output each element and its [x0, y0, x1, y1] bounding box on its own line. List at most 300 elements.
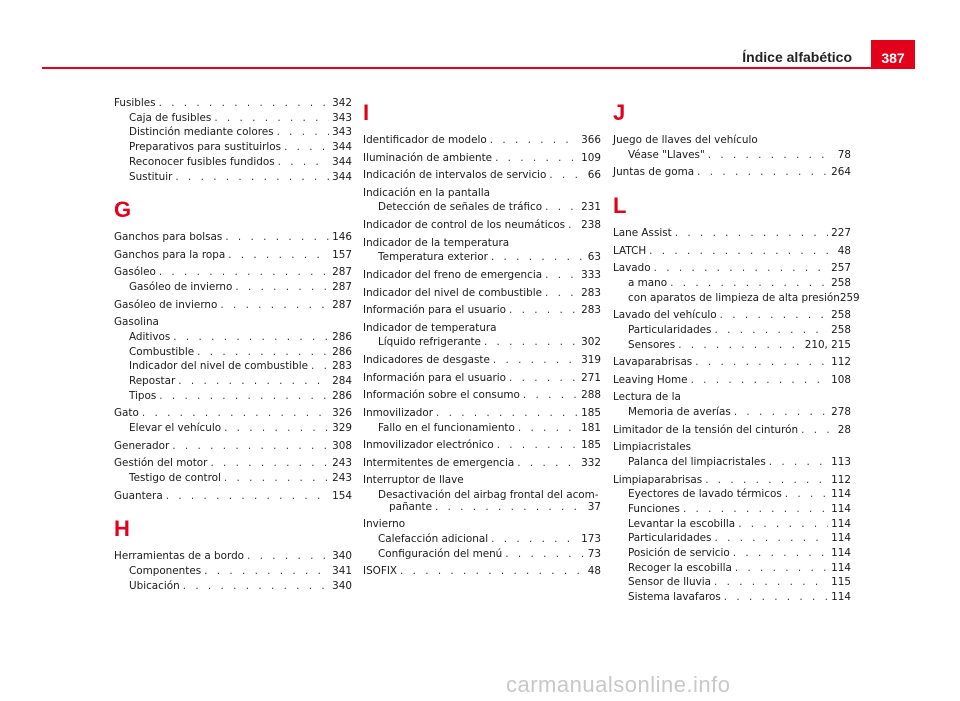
index-page-ref[interactable]: 114	[831, 561, 851, 574]
index-column-2	[363, 96, 601, 582]
index-entry-label: Lane Assist	[613, 227, 672, 239]
index-page-ref[interactable]: 308	[332, 439, 352, 452]
index-entry[interactable]	[613, 373, 851, 388]
header-rule	[42, 67, 915, 69]
index-subentry[interactable]	[613, 531, 851, 546]
index-entry-label: Calefacción adicional	[378, 533, 489, 546]
index-entry-label: Configuración del menú	[378, 547, 503, 560]
dot-leader	[235, 280, 329, 295]
dot-leader	[228, 248, 329, 263]
index-entry[interactable]	[114, 489, 352, 504]
dot-leader	[505, 547, 584, 562]
index-entry-label: Particularidades	[628, 532, 712, 545]
index-subentry[interactable]	[613, 575, 851, 590]
index-entry-label: Interruptor de llave	[363, 474, 464, 487]
dot-leader	[509, 303, 578, 318]
index-entry-label: Fallo en el funcionamiento	[378, 421, 515, 434]
index-page-ref[interactable]: 333	[581, 268, 601, 281]
index-entry[interactable]	[613, 133, 851, 148]
index-entry-label: Eyectores de lavado térmicos	[628, 488, 782, 501]
index-entry[interactable]	[363, 353, 601, 368]
index-entry-label: Identificador de modelo	[363, 134, 487, 146]
dot-leader	[708, 148, 835, 163]
index-entry[interactable]	[363, 438, 601, 453]
index-entry-label: Indicación en la pantalla	[363, 186, 491, 199]
index-page-ref[interactable]: 114	[831, 532, 851, 545]
dot-leader	[247, 549, 329, 564]
index-page-ref[interactable]: 283	[581, 304, 601, 317]
index-page-ref[interactable]: 146	[332, 231, 352, 244]
index-subentry[interactable]	[363, 250, 601, 265]
index-entry-label: Tipos	[129, 389, 157, 402]
index-entry-label: Combustible	[129, 345, 195, 358]
dot-leader	[400, 564, 585, 579]
dot-leader	[705, 473, 828, 488]
index-subentry[interactable]	[114, 170, 352, 185]
index-entry[interactable]	[363, 564, 601, 579]
dot-leader	[714, 531, 828, 546]
index-entry[interactable]	[363, 371, 601, 386]
index-entry[interactable]	[114, 230, 352, 245]
index-entry-label: Información para el usuario	[363, 371, 507, 384]
dot-leader	[166, 489, 329, 504]
index-subentry[interactable]	[114, 564, 352, 579]
index-entry-label: Desactivación del airbag frontal del acom-	[378, 489, 599, 502]
index-entry[interactable]	[363, 321, 601, 336]
index-page-ref[interactable]: 115	[831, 576, 851, 589]
index-entry[interactable]	[114, 248, 352, 263]
index-entry-label: Sustituir	[129, 170, 173, 183]
index-entry-label: Herramientas de a bordo	[114, 550, 245, 563]
index-page-ref[interactable]: 271	[581, 371, 601, 384]
index-entry[interactable]	[114, 456, 352, 471]
index-page-ref[interactable]: 114	[831, 517, 851, 530]
index-entry-label: Inmovilizador	[363, 406, 433, 419]
index-subentry[interactable]	[613, 148, 851, 163]
index-entry-label: Indicador de temperatura	[363, 321, 497, 334]
dot-leader	[278, 155, 330, 170]
index-entry[interactable]	[114, 265, 352, 280]
index-entry-label: Invierno	[363, 518, 406, 531]
index-subentry[interactable]	[613, 323, 851, 338]
index-subentry[interactable]	[613, 517, 851, 532]
dot-leader	[517, 456, 578, 471]
index-entry-label: Elevar el vehículo	[129, 422, 222, 435]
index-subentry[interactable]	[613, 405, 851, 420]
index-subentry[interactable]	[613, 338, 851, 353]
page-title: Índice alfabético	[742, 49, 852, 65]
dot-leader	[697, 165, 828, 180]
dot-leader	[545, 286, 578, 301]
index-page-ref[interactable]: 66	[587, 169, 601, 182]
index-entry-label: Testigo de control	[129, 472, 221, 484]
index-entry-label: Posición de servicio	[628, 547, 730, 560]
index-subentry[interactable]	[114, 359, 352, 374]
dot-leader	[491, 532, 578, 547]
index-letter-heading: H	[114, 516, 130, 542]
index-page-ref[interactable]: 28	[837, 423, 851, 436]
index-page-ref[interactable]: 286	[332, 345, 352, 358]
index-page-ref[interactable]: 344	[332, 155, 352, 168]
index-page-ref[interactable]: 109	[581, 151, 601, 164]
index-entry-label: Indicador de la temperatura	[363, 236, 510, 249]
index-entry-label: Indicador de control de los neumáticos	[363, 219, 566, 232]
index-entry-label: Lectura de la	[613, 391, 681, 404]
index-page-ref[interactable]: 108	[831, 373, 851, 386]
index-entry-label: Sensores	[628, 338, 676, 351]
index-entry-label: Funciones	[628, 502, 680, 515]
index-page-ref[interactable]: 302	[581, 336, 601, 349]
index-page-ref[interactable]: 326	[332, 407, 352, 420]
index-entry-label: Intermitentes de emergencia	[363, 456, 515, 469]
dot-leader	[220, 298, 329, 313]
dot-leader	[172, 439, 329, 454]
dot-leader	[678, 338, 802, 353]
index-entry-label: Componentes	[129, 565, 202, 577]
index-entry-label: Gestión del motor	[114, 457, 208, 470]
dot-leader	[720, 308, 828, 323]
index-subentry[interactable]	[613, 487, 851, 502]
index-page-ref[interactable]: 332	[581, 456, 601, 469]
index-page-ref[interactable]: 114	[831, 547, 851, 560]
dot-leader	[695, 355, 828, 370]
index-letter-heading: I	[363, 100, 370, 125]
index-page-ref[interactable]: 284	[332, 375, 352, 388]
index-entry[interactable]	[613, 440, 851, 455]
index-subentry[interactable]	[114, 140, 352, 155]
index-page-ref[interactable]: 257	[831, 262, 851, 275]
index-entry-label: Limitador de la tensión del cinturón	[613, 423, 799, 436]
index-column-1	[114, 96, 352, 596]
dot-leader	[435, 500, 585, 515]
index-page-ref[interactable]: 73	[587, 547, 601, 560]
index-entry-label: Gasolina	[114, 316, 159, 329]
index-subentry[interactable]	[613, 546, 851, 561]
index-page-ref[interactable]: 344	[332, 141, 352, 154]
dot-leader	[735, 561, 828, 576]
index-subentry[interactable]	[613, 455, 851, 470]
dot-leader	[224, 421, 329, 436]
index-page-ref[interactable]: 258	[831, 276, 851, 289]
index-subentry[interactable]	[613, 276, 851, 291]
page-number: 387	[881, 50, 905, 66]
index-page-ref[interactable]: 319	[581, 354, 601, 367]
dot-leader	[183, 579, 329, 594]
index-entry[interactable]	[363, 168, 601, 183]
index-entry-label: Indicador del nivel de combustible	[363, 286, 543, 299]
index-page-ref[interactable]: 112	[831, 356, 851, 369]
dot-leader	[436, 406, 578, 421]
dot-leader	[683, 502, 828, 517]
index-page-ref[interactable]: 114	[831, 502, 851, 515]
index-subentry[interactable]	[363, 421, 601, 436]
dot-leader	[509, 371, 578, 386]
index-page-ref[interactable]: 185	[581, 406, 601, 419]
dot-leader	[178, 374, 329, 389]
index-entry[interactable]	[613, 390, 851, 405]
dot-leader	[714, 323, 828, 338]
index-entry[interactable]	[613, 473, 851, 488]
dot-leader	[210, 456, 329, 471]
index-entry[interactable]	[613, 261, 851, 276]
index-page-ref[interactable]: 287	[332, 281, 352, 294]
index-subentry[interactable]	[363, 532, 601, 547]
index-entry[interactable]	[363, 236, 601, 251]
index-page-ref[interactable]: 340	[332, 579, 352, 592]
dot-leader	[159, 389, 329, 404]
index-entry-label: Lavado del vehículo	[613, 309, 717, 322]
index-entry-label: Guantera	[114, 489, 163, 502]
index-entry-label: Levantar la escobilla	[628, 517, 736, 530]
dot-leader	[801, 423, 835, 438]
index-column-3	[613, 96, 860, 608]
index-subentry[interactable]	[114, 345, 352, 360]
dot-leader	[675, 226, 828, 241]
index-page-ref[interactable]: 286	[332, 331, 352, 343]
index-entry-label: Limpiacristales	[613, 441, 692, 454]
index-entry-label: Indicador del freno de emergencia	[363, 268, 543, 281]
index-entry-label: Detección de señales de tráfico	[378, 201, 543, 214]
dot-leader	[670, 276, 828, 291]
index-entry[interactable]	[114, 96, 352, 111]
index-entry-label: Inmovilizador electrónico	[363, 439, 494, 452]
index-page-ref[interactable]: 343	[332, 111, 352, 124]
dot-leader	[497, 438, 578, 453]
index-entry[interactable]	[363, 303, 601, 318]
index-page-ref[interactable]: 343	[332, 126, 352, 139]
index-subentry[interactable]	[114, 330, 352, 345]
index-entry-label: Juntas de goma	[613, 166, 695, 179]
index-page-ref[interactable]: 185	[581, 439, 601, 452]
index-entry[interactable]	[613, 165, 851, 180]
index-page-ref[interactable]: 287	[332, 266, 352, 279]
watermark: carmanualsonline.info	[506, 672, 731, 697]
dot-leader	[284, 140, 329, 155]
index-entry-label: Particularidades	[628, 323, 712, 336]
dot-leader	[769, 455, 828, 470]
dot-leader	[733, 546, 828, 561]
index-page-ref[interactable]: 78	[837, 148, 851, 161]
index-page-ref[interactable]: 37	[587, 500, 601, 513]
index-entry-label: Recoger la escobilla	[628, 561, 732, 574]
dot-leader	[142, 406, 329, 421]
index-entry[interactable]	[613, 308, 851, 323]
index-entry-label: Juego de llaves del vehículo	[613, 134, 758, 146]
index-entry[interactable]	[363, 456, 601, 471]
index-page-ref[interactable]: 283	[581, 286, 601, 299]
index-page-ref[interactable]: 243	[332, 472, 352, 484]
dot-leader	[173, 330, 329, 345]
index-entry-label: Preparativos para sustituirlos	[129, 141, 282, 154]
index-entry[interactable]	[363, 133, 601, 148]
index-subentry[interactable]	[114, 471, 352, 486]
index-entry-label: Gasóleo de invierno	[129, 281, 233, 294]
index-entry[interactable]	[613, 355, 851, 370]
dot-leader	[493, 353, 578, 368]
index-page-ref[interactable]: 288	[581, 389, 601, 402]
index-entry-label: Caja de fusibles	[129, 111, 212, 124]
index-entry[interactable]	[114, 298, 352, 313]
dot-leader	[649, 244, 835, 259]
index-subentry[interactable]	[613, 590, 851, 605]
index-entry-label: Información para el usuario	[363, 304, 507, 317]
index-entry[interactable]	[363, 218, 601, 233]
dot-leader	[518, 421, 578, 436]
index-entry-label: Indicador del nivel de combustible	[129, 360, 309, 373]
index-page-ref[interactable]: 114	[831, 591, 851, 604]
index-subentry[interactable]	[363, 200, 601, 215]
dot-leader	[545, 200, 578, 215]
index-subentry[interactable]	[613, 561, 851, 576]
dot-leader	[654, 261, 829, 276]
index-subentry[interactable]	[613, 502, 851, 517]
index-entry[interactable]	[613, 226, 851, 241]
index-page-ref[interactable]: 278	[831, 406, 851, 419]
index-subentry[interactable]	[114, 125, 352, 140]
index-page-ref[interactable]: 112	[831, 473, 851, 486]
index-entry-label: LATCH	[613, 244, 647, 257]
index-subentry[interactable]	[114, 579, 352, 594]
index-page-ref[interactable]: 344	[332, 170, 352, 183]
index-entry[interactable]	[114, 439, 352, 454]
index-entry[interactable]	[114, 549, 352, 564]
index-page-ref[interactable]: 258	[831, 323, 851, 336]
dot-leader	[691, 373, 829, 388]
index-entry-label: Distinción mediante colores	[129, 126, 274, 139]
index-entry-label: Aditivos	[129, 331, 171, 343]
index-entry-label: Líquido refrigerante	[378, 336, 481, 349]
index-entry[interactable]	[363, 268, 601, 283]
index-page-ref[interactable]: 258	[831, 309, 851, 322]
index-subentry[interactable]	[114, 374, 352, 389]
index-entry-label: Indicadores de desgaste	[363, 354, 490, 367]
dot-leader	[490, 133, 578, 148]
index-entry[interactable]	[363, 473, 601, 488]
index-entry-label: Leaving Home	[613, 373, 688, 386]
index-entry-label: Ganchos para bolsas	[114, 231, 223, 244]
index-entry-label: Gasóleo	[114, 266, 156, 279]
index-entry-label: Indicación de intervalos de servicio	[363, 169, 547, 182]
index-page-ref[interactable]: 243	[332, 457, 352, 470]
index-entry[interactable]	[613, 244, 851, 259]
page-number-badge	[871, 40, 915, 69]
index-page-ref[interactable]: 227	[831, 227, 851, 239]
index-page-ref[interactable]: 63	[587, 251, 601, 264]
index-entry-label: con aparatos de limpieza de alta presión	[628, 291, 840, 304]
dot-leader	[277, 125, 330, 140]
index-page-ref[interactable]: 287	[332, 298, 352, 311]
index-page-ref[interactable]: 340	[332, 550, 352, 563]
index-entry-label: ISOFIX	[363, 565, 397, 578]
index-entry[interactable]	[363, 186, 601, 201]
index-page-ref[interactable]: 342	[332, 97, 352, 109]
index-subentry[interactable]	[114, 111, 352, 126]
index-entry-label: Sensor de lluvia	[628, 576, 711, 589]
index-entry-label: Ubicación	[129, 579, 180, 592]
dot-leader	[495, 151, 578, 166]
index-page-ref[interactable]: 341	[332, 565, 352, 577]
index-entry-label: Reconocer fusibles fundidos	[129, 155, 275, 168]
index-entry-label: Lavaparabrisas	[613, 356, 693, 369]
index-subentry[interactable]	[114, 389, 352, 404]
index-page-ref[interactable]: 157	[332, 248, 352, 261]
index-subentry[interactable]	[363, 335, 601, 350]
index-entry[interactable]	[363, 286, 601, 301]
index-page-ref[interactable]: 48	[587, 565, 601, 578]
index-entry-label: Información sobre el consumo	[363, 389, 520, 402]
index-page-ref[interactable]: 210, 215	[804, 338, 851, 351]
index-page-ref[interactable]: 286	[332, 389, 352, 402]
index-entry-label: Lavado	[613, 262, 651, 275]
index-entry-label: Gato	[114, 407, 139, 420]
index-page-ref[interactable]: 259	[839, 291, 860, 304]
index-entry-label: Repostar	[129, 375, 176, 388]
dot-leader	[175, 170, 329, 185]
dot-leader	[224, 471, 329, 486]
dot-leader	[159, 265, 329, 280]
index-letter-heading: G	[114, 197, 132, 223]
index-subentry[interactable]	[613, 291, 860, 306]
index-page-ref[interactable]: 154	[332, 489, 352, 502]
index-subentry[interactable]	[114, 421, 352, 436]
index-page-ref[interactable]: 173	[581, 533, 601, 546]
dot-leader	[311, 359, 329, 374]
index-subentry[interactable]	[114, 280, 352, 295]
index-page-ref[interactable]: 329	[332, 422, 352, 435]
index-entry-label: Palanca del limpiacristales	[628, 455, 766, 468]
index-entry[interactable]	[363, 406, 601, 421]
index-page-ref[interactable]: 48	[837, 244, 851, 257]
index-entry[interactable]	[114, 406, 352, 421]
index-entry-label: Ganchos para la ropa	[114, 248, 226, 261]
index-page-ref[interactable]: 181	[581, 421, 601, 434]
index-entry[interactable]	[114, 315, 352, 330]
index-entry-label: Temperatura exterior	[378, 251, 488, 264]
index-subentry[interactable]	[363, 500, 601, 515]
dot-leader	[785, 487, 828, 502]
index-subentry[interactable]	[363, 547, 601, 562]
dot-leader	[545, 268, 578, 283]
dot-leader	[214, 111, 329, 126]
index-page-ref[interactable]: 231	[581, 201, 601, 214]
index-entry[interactable]	[363, 517, 601, 532]
index-entry-label: Gasóleo de invierno	[114, 298, 218, 311]
index-page-ref[interactable]: 114	[831, 488, 851, 501]
index-letter-heading: J	[613, 100, 626, 125]
index-page-ref[interactable]: 366	[581, 134, 601, 146]
index-page-ref[interactable]: 283	[332, 360, 352, 373]
dot-leader	[197, 345, 329, 360]
dot-leader	[484, 335, 578, 350]
dot-leader	[225, 230, 329, 245]
index-page-ref[interactable]: 113	[831, 455, 851, 468]
index-entry-label: Iluminación de ambiente	[363, 151, 493, 164]
index-entry-label: pañante	[389, 500, 432, 513]
index-entry-label: Generador	[114, 439, 170, 452]
index-entry[interactable]	[613, 423, 851, 438]
index-page-ref[interactable]: 264	[831, 166, 851, 179]
index-entry-label: Memoria de averías	[628, 406, 731, 419]
index-entry[interactable]	[363, 151, 601, 166]
dot-leader	[491, 250, 585, 265]
dot-leader	[549, 168, 584, 183]
index-subentry[interactable]	[114, 155, 352, 170]
dot-leader	[523, 388, 578, 403]
dot-leader	[738, 517, 828, 532]
index-page-ref[interactable]: 238	[581, 219, 601, 232]
dot-leader	[159, 96, 330, 111]
index-entry[interactable]	[363, 388, 601, 403]
